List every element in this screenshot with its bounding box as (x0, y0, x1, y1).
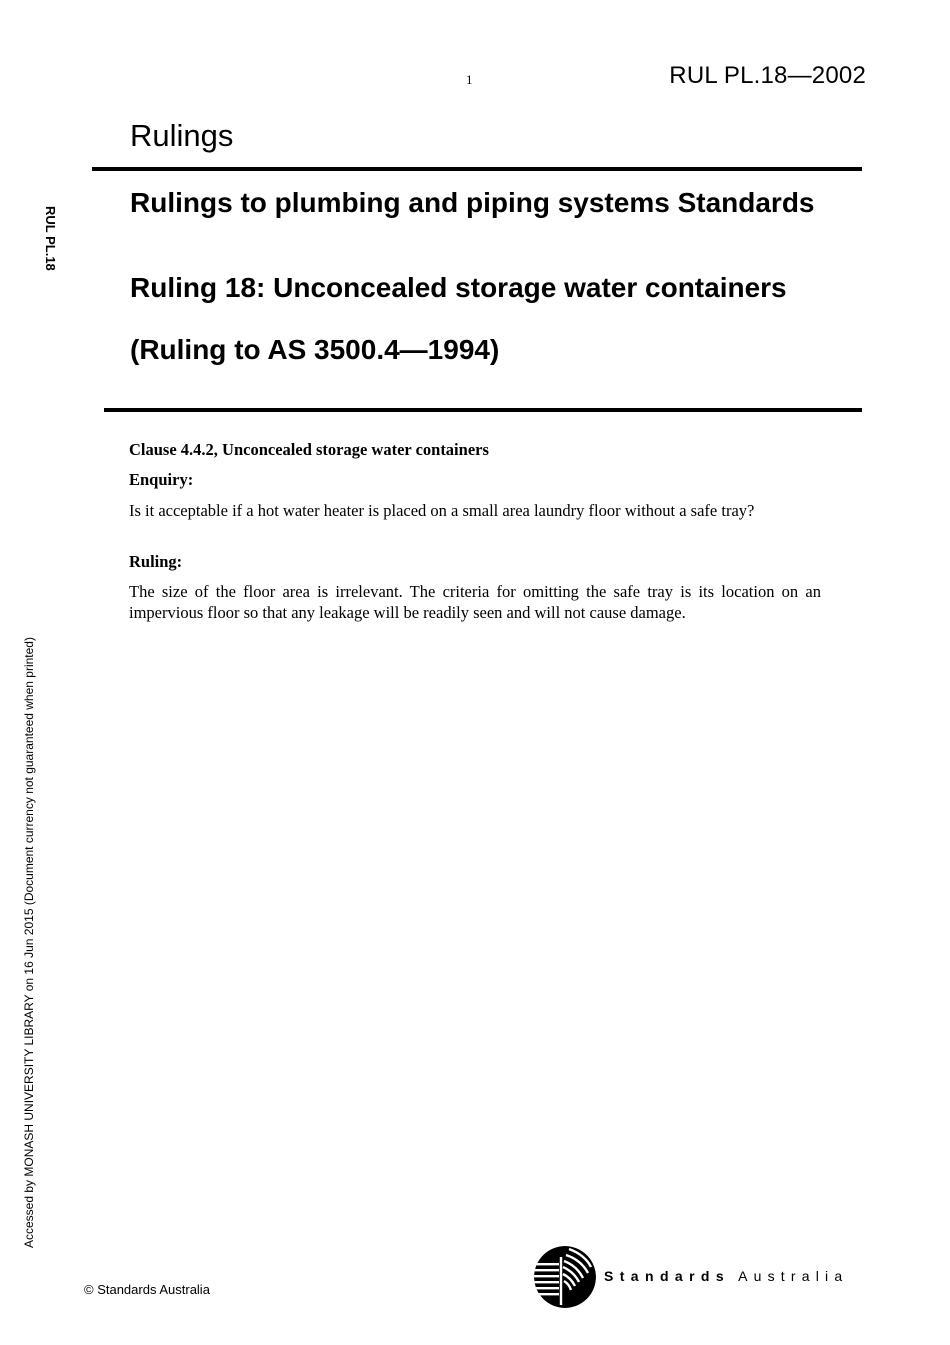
ruling-text: The size of the floor area is irrelevant. The criteria for omitting the safe tray is its location on an impervious floor so that any leakage will be readily seen and will not cause damage. (129, 582, 821, 622)
enquiry-text: Is it acceptable if a hot water heater is placed on a small area laundry floor without a safe tray? (129, 501, 755, 520)
ruling-title: Ruling 18: Unconcealed storage water containers (130, 272, 787, 303)
clause-heading: Clause 4.4.2, Unconcealed storage water containers (129, 440, 489, 459)
ruling-label: Ruling: (129, 552, 183, 571)
enquiry-label: Enquiry: (129, 470, 194, 489)
access-note: Accessed by MONASH UNIVERSITY LIBRARY on 16 Jun 2015 (Document currency not guaranteed when printed) (22, 637, 36, 1248)
logo-word-australia: Australia (738, 1268, 849, 1284)
middle-divider (104, 408, 862, 412)
page-number: 1 (466, 72, 473, 87)
ruling-subtitle: (Ruling to AS 3500.4—1994) (130, 334, 500, 365)
standards-australia-logo-icon (533, 1245, 597, 1309)
logo-wordmark (604, 1268, 848, 1284)
logo-word-standards: Standards (604, 1268, 731, 1284)
section-label: Rulings (130, 118, 234, 153)
top-divider (92, 167, 862, 171)
side-document-code: RUL PL.18 (43, 206, 58, 271)
document-title: Rulings to plumbing and piping systems Standards (130, 187, 815, 218)
copyright-notice: © Standards Australia (84, 1282, 210, 1297)
document-id: RUL PL.18—2002 (669, 62, 866, 89)
